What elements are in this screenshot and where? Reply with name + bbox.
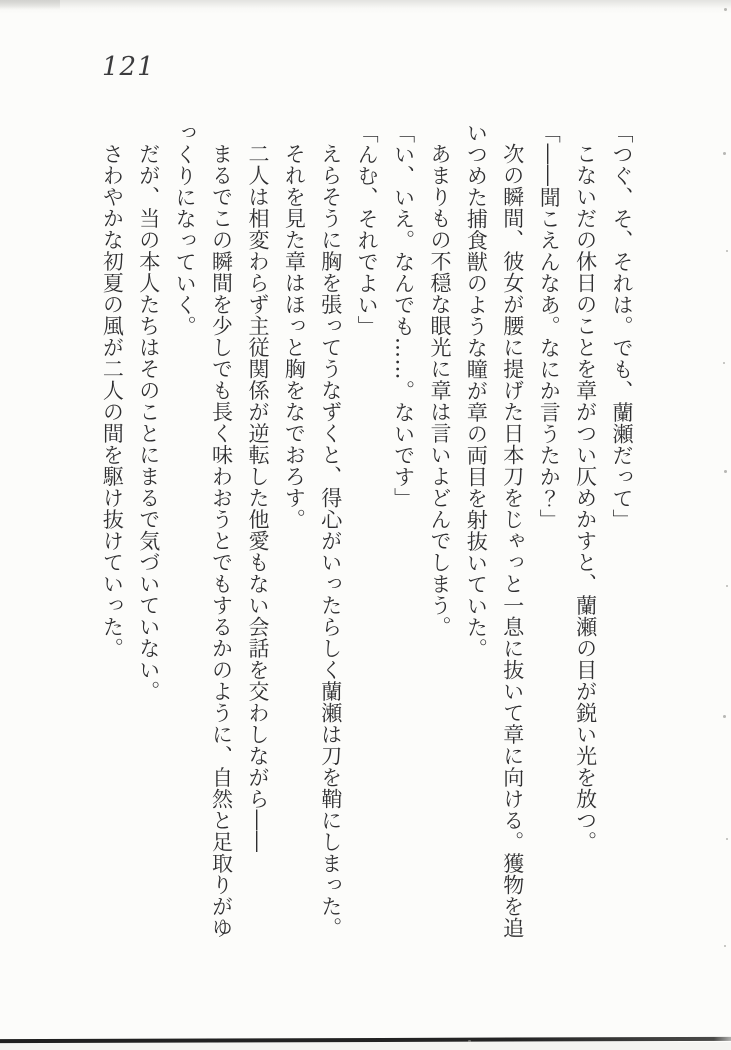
paragraph-narrative: まるでこの瞬間を少しでも長く味わおうとでもするかのように、自然と足取りがゆっくりになっていく。 (173, 122, 234, 939)
paragraph-narrative: 次の瞬間、彼女が腰に提げた日本刀をじゃっと一息に抜いて章に向ける。獲物を追いつめた捕食獣のような瞳が章の両目を射抜いていた。 (464, 122, 525, 939)
paragraph-narrative: えらそうに胸を張ってうなずくと、得心がいったらしく蘭瀬は刀を鞘にしまった。 (318, 143, 343, 939)
paragraph-narrative: さわやかな初夏の風が二人の間を駆け抜けていった。 (100, 143, 125, 659)
scan-dust-speck (468, 1040, 471, 1042)
scan-corner-shading (0, 0, 60, 10)
scan-dust-speck (726, 838, 728, 840)
scan-dust-speck (723, 715, 726, 718)
paragraph-narrative: あまりもの不穏な眼光に章は言いよどんでしまう。 (427, 143, 452, 638)
scan-dust-speck (723, 152, 726, 155)
scan-dust-speck (723, 362, 725, 364)
scan-below-edge (0, 1042, 731, 1050)
paragraph-narrative: こないだの休日のことを章がつい仄めかすと、蘭瀬の目が鋭い光を放つ。 (573, 143, 598, 853)
paragraph-dialogue: 「い、いえ。なんでも……。ないです」 (391, 122, 416, 509)
vertical-text-body (94, 122, 640, 942)
paragraph-narrative: それを見た章はほっと胸をなでおろす。 (282, 143, 307, 530)
paragraph-dialogue: 「つぐ、そ、それは。でも、蘭瀬だって」 (610, 122, 634, 531)
scan-dust-speck (724, 945, 726, 947)
paragraph-narrative: だが、当の本人たちはそのことにまるで気づいていない。 (136, 143, 161, 702)
paragraph-narrative: 二人は相変わらず主従関係が逆転した他愛もない会話を交わしながら―― (245, 143, 270, 853)
scan-dust-speck (724, 8, 727, 11)
scan-dust-speck (726, 250, 728, 252)
page-number: 121 (102, 52, 155, 82)
scan-dust-speck (724, 470, 727, 473)
paragraph-dialogue: 「――聞こえんなあ。なにか言うたか？」 (537, 122, 562, 531)
scan-dust-speck (726, 585, 728, 587)
paragraph-dialogue: 「んむ、それでよい」 (355, 122, 380, 337)
scan-top-shading (0, 0, 731, 14)
